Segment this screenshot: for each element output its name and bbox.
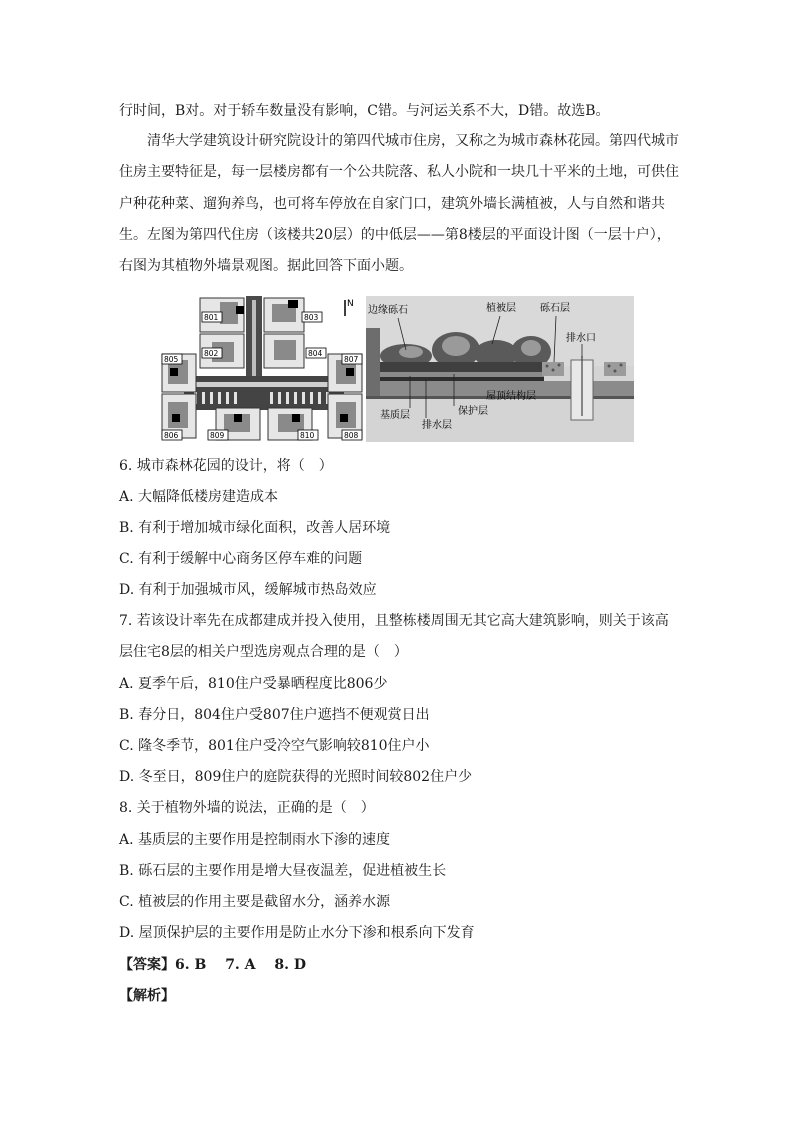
question-6-option-d: D. 有利于加强城市风，缓解城市热岛效应: [119, 582, 377, 598]
unit-label-809: 809: [210, 431, 225, 440]
label-roof-structure: 屋顶结构层: [486, 391, 536, 402]
unit-label-805: 805: [164, 355, 179, 364]
question-6-option-a: A. 大幅降低楼房建造成本: [119, 489, 279, 505]
intro-paragraph: 清华大学建筑设计研究院设计的第四代城市住房，又称之为城市森林花园。第四代城市住房主要特征是，每一层楼房都有一个公共院落、私人小院和一块几十平米的土地，可供住户种花种菜、遛狗养鸟，也可将车停放在自家门口，建筑外墙长满植被，人与自然和谐共生。左图为第四代住房（该楼共20层）的中低层——第8楼层的平面设计图（一层十户），右图为其植物外墙景观图。据此回答下面小题。: [119, 133, 679, 275]
analysis-heading: 【解析】: [119, 988, 175, 1004]
question-7-option-a: A. 夏季午后，810住户受暴晒程度比806少: [119, 676, 388, 692]
unit-label-804: 804: [308, 349, 323, 358]
question-7-option-d: D. 冬至日，809住户的庭院获得的光照时间较802住户少: [119, 769, 473, 785]
unit-label-803: 803: [304, 313, 319, 322]
label-gravel-layer: 砾石层: [540, 303, 570, 314]
label-vegetation: 植被层: [486, 303, 516, 314]
plant-wall-figure: [366, 296, 634, 442]
question-7-option-c: C. 隆冬季节，801住户受冷空气影响较810住户小: [119, 738, 430, 754]
unit-label-806: 806: [164, 431, 179, 440]
label-substrate: 基质层: [380, 410, 410, 421]
north-label: N: [347, 299, 354, 309]
unit-label-807: 807: [344, 355, 359, 364]
question-8-option-d: D. 屋顶保护层的主要作用是防止水分下渗和根系向下发育: [119, 925, 475, 941]
label-protection: 保护层: [458, 406, 488, 417]
answer-line: 【答案】6. B 7. A 8. D: [119, 957, 307, 973]
unit-label-801: 801: [204, 313, 219, 322]
unit-label-810: 810: [300, 431, 315, 440]
question-6-stem: 6. 城市森林花园的设计，将（ ）: [119, 458, 333, 474]
label-edge-gravel: 边缘砾石: [368, 305, 408, 316]
question-6-option-b: B. 有利于增加城市绿化面积，改善人居环境: [119, 520, 391, 536]
question-8-option-a: A. 基质层的主要作用是控制雨水下渗的速度: [119, 832, 391, 848]
unit-label-808: 808: [344, 431, 359, 440]
question-8-option-c: C. 植被层的作用主要是截留水分，涵养水源: [119, 894, 391, 910]
floor-plan-figure: [160, 296, 365, 442]
unit-label-802: 802: [204, 349, 219, 358]
question-7-stem: 7. 若该设计率先在成都建成并投入使用，且整栋楼周围无其它高大建筑影响，则关于该高层住宅8层的相关户型选房观点合理的是（ ）: [119, 613, 669, 661]
question-8-option-b: B. 砾石层的主要作用是增大昼夜温差，促进植被生长: [119, 863, 447, 879]
question-7-option-b: B. 春分日，804住户受807住户遮挡不便观赏日出: [119, 707, 430, 723]
question-8-stem: 8. 关于植物外墙的说法，正确的是（ ）: [119, 800, 375, 816]
previous-answer-tail: 行时间，B对。对于轿车数量没有影响，C错。与河运关系不大，D错。故选B。: [119, 103, 610, 119]
label-drainage: 排水层: [422, 420, 452, 431]
label-drain-outlet: 排水口: [566, 333, 596, 344]
question-6-option-c: C. 有利于缓解中心商务区停车难的问题: [119, 551, 363, 567]
